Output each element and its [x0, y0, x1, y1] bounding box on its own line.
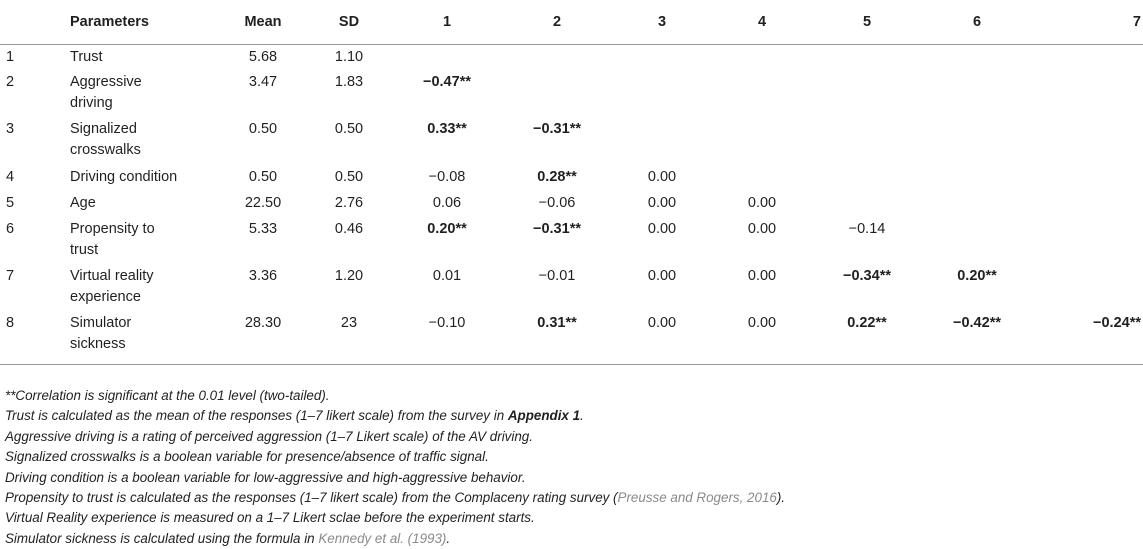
row-parameter: Virtual reality experience	[70, 268, 154, 305]
row-sd: 1.20	[334, 268, 364, 284]
corr-cell: 0.00	[712, 311, 812, 364]
corr-cell: 0.20**	[957, 268, 997, 284]
corr-cell	[1032, 217, 1143, 264]
row-parameter: Age	[70, 195, 96, 211]
corr-cell	[712, 165, 812, 191]
corr-cell	[922, 217, 1032, 264]
footnote-significance: **Correlation is significant at the 0.01 level (two-tailed).	[5, 388, 330, 403]
table-row	[0, 217, 1143, 264]
corr-cell: −0.06	[538, 195, 576, 211]
corr-cell: 0.00	[612, 311, 712, 364]
corr-cell	[1032, 70, 1143, 117]
corr-cell	[922, 117, 1032, 165]
header-parameters: Parameters	[70, 0, 220, 44]
row-sd: 1.83	[334, 74, 364, 90]
corr-cell	[812, 191, 922, 217]
corr-cell: −0.14	[848, 221, 886, 237]
corr-cell	[712, 44, 812, 70]
table-row	[0, 311, 1143, 364]
footnote-signalized-crosswalks: Signalized crosswalks is a boolean variable for presence/absence of traffic signal.	[5, 449, 489, 465]
footnote-aggressive-driving: Aggressive driving is a rating of perceived aggression (1–7 Likert scale) of the AV driving.	[5, 428, 533, 444]
row-num: 5	[6, 195, 15, 211]
corr-cell	[922, 70, 1032, 117]
row-mean: 3.47	[248, 74, 278, 90]
corr-cell	[612, 70, 712, 117]
row-parameter: Propensity to trust	[70, 221, 155, 258]
corr-cell	[812, 44, 922, 70]
header-mean: Mean	[220, 0, 306, 44]
row-parameter: Signalized crosswalks	[70, 121, 141, 158]
corr-cell	[922, 165, 1032, 191]
corr-cell: −0.42**	[922, 311, 1032, 364]
row-mean: 0.50	[248, 169, 278, 185]
corr-cell	[612, 117, 712, 165]
header-col-3: 3	[612, 0, 712, 44]
corr-cell	[922, 44, 1032, 70]
corr-cell	[1032, 264, 1143, 311]
corr-cell	[1032, 191, 1143, 217]
corr-cell	[812, 70, 922, 117]
table-row	[0, 70, 1143, 117]
corr-cell	[612, 44, 712, 70]
header-num	[0, 0, 70, 44]
corr-cell	[1032, 165, 1143, 191]
row-sd: 1.10	[334, 48, 364, 65]
row-parameter: Aggressive driving	[70, 74, 142, 111]
table-row	[0, 264, 1143, 311]
corr-cell: 0.00	[647, 268, 677, 284]
header-col-7: 7	[1032, 0, 1143, 44]
corr-cell: 0.33**	[427, 121, 467, 137]
row-num: 2	[6, 74, 15, 90]
corr-cell	[392, 44, 502, 70]
corr-cell: 0.28**	[537, 169, 577, 185]
corr-cell: 0.00	[647, 169, 677, 185]
header-col-6: 6	[922, 0, 1032, 44]
corr-cell: −0.08	[428, 169, 466, 185]
corr-cell	[502, 44, 612, 70]
reference-link-preusse[interactable]: Preusse and Rogers, 2016	[617, 490, 777, 506]
row-sd: 23	[306, 311, 392, 364]
corr-cell: 0.00	[747, 195, 777, 211]
table-row	[0, 191, 1143, 217]
row-sd: 2.76	[334, 195, 364, 211]
corr-cell: 0.00	[647, 195, 677, 211]
corr-cell	[502, 70, 612, 117]
row-mean: 5.33	[248, 221, 278, 237]
corr-cell: 0.31**	[502, 311, 612, 364]
footnote-propensity: Propensity to trust is calculated as the responses (1–7 likert scale) from the Complaceny rating survey (Preusse and Rogers, 2016).	[5, 490, 786, 506]
row-parameter: Trust	[70, 48, 103, 65]
corr-cell: −0.10	[392, 311, 502, 364]
corr-cell: 0.00	[647, 221, 677, 237]
row-num: 7	[6, 268, 15, 284]
footnote-trust: Trust is calculated as the mean of the responses (1–7 likert scale) from the survey in Appendix 1.	[5, 408, 584, 424]
corr-cell: 0.01	[432, 268, 462, 284]
row-num: 1	[6, 48, 15, 65]
table-footnotes	[5, 386, 785, 549]
corr-cell: −0.31**	[533, 221, 581, 237]
corr-cell: 0.06	[432, 195, 462, 211]
appendix-link[interactable]: Appendix 1	[507, 408, 581, 424]
corr-cell: −0.24**	[1032, 311, 1143, 364]
header-col-1: 1	[392, 0, 502, 44]
row-mean: 22.50	[244, 195, 282, 211]
table-row	[0, 44, 1143, 70]
corr-cell: −0.01	[538, 268, 576, 284]
row-parameter: Driving condition	[70, 169, 178, 185]
row-mean: 0.50	[248, 121, 278, 137]
corr-cell: −0.47**	[423, 74, 471, 90]
row-sd: 0.50	[334, 121, 364, 137]
corr-cell: −0.31**	[533, 121, 581, 137]
row-sd: 0.50	[334, 169, 364, 185]
row-mean: 3.36	[248, 268, 278, 284]
corr-cell	[922, 191, 1032, 217]
row-num: 3	[6, 121, 15, 137]
corr-cell: 0.20**	[427, 221, 467, 237]
footnote-vr-experience: Virtual Reality experience is measured on a 1–7 Likert sclae before the experiment starts.	[5, 510, 535, 526]
row-sd: 0.46	[334, 221, 364, 237]
row-num: 8	[0, 311, 70, 364]
reference-link-kennedy[interactable]: Kennedy et al. (1993)	[318, 530, 447, 546]
header-col-5: 5	[812, 0, 922, 44]
corr-cell	[1032, 44, 1143, 70]
row-num: 4	[6, 169, 15, 185]
corr-cell	[712, 70, 812, 117]
table-row	[0, 117, 1143, 165]
table-row	[0, 165, 1143, 191]
footnote-driving-condition: Driving condition is a boolean variable for low-aggressive and high-aggressive behavior.	[5, 469, 526, 485]
header-sd: SD	[306, 0, 392, 44]
row-num: 6	[6, 221, 15, 237]
row-parameter: Simulator sickness	[70, 311, 220, 364]
corr-cell: −0.34**	[843, 268, 891, 284]
row-mean: 28.30	[220, 311, 306, 364]
corr-cell	[1032, 117, 1143, 165]
header-col-4: 4	[712, 0, 812, 44]
row-mean: 5.68	[248, 48, 278, 65]
header-col-2: 2	[502, 0, 612, 44]
corr-cell	[712, 117, 812, 165]
corr-cell: 0.22**	[812, 311, 922, 364]
corr-cell	[812, 117, 922, 165]
footnote-simulator-sickness: Simulator sickness is calculated using the formula in Kennedy et al. (1993).	[5, 530, 451, 546]
corr-cell: 0.00	[747, 221, 777, 237]
corr-cell	[812, 165, 922, 191]
corr-cell: 0.00	[747, 268, 777, 284]
table-header-row	[0, 0, 1143, 44]
